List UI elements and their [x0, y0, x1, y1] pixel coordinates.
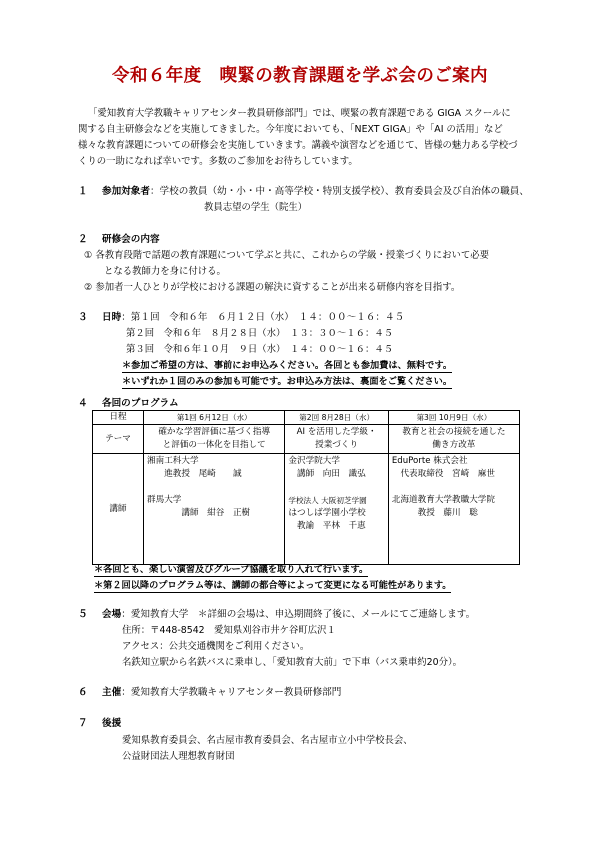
- header-date: 日程: [93, 411, 144, 425]
- schedule-note-1: ＊参加ご希望の方は、事前にお申込みください。各回とも参加費は、無料です。: [122, 360, 453, 371]
- section-number: ２: [78, 234, 88, 245]
- item-text: 参加者一人ひとりが学校における課題の解決に資することが出来る研修内容を目指す。: [95, 282, 461, 293]
- item-text: 各教育段階で話題の教育課題について学ぶと共に、これからの学級・授業づくりにおいて必要: [95, 250, 489, 261]
- schedule-row-2: 第２回 令和６年 ８月２８日（水） １３：３０～１６：４５: [126, 328, 394, 339]
- section-7-sponsors: [78, 716, 121, 732]
- venue-address: 住所：〒448-8542 愛知県刈谷市井ケ谷町広沢１: [122, 625, 336, 636]
- section-label: 主催: [102, 687, 122, 698]
- program-note-2: ＊第２回以降のプログラム等は、講師の都合等によって変更になる可能性があります。: [94, 580, 452, 591]
- program-table: [92, 410, 520, 565]
- section-label: 後援: [102, 718, 122, 729]
- section-number: ６: [78, 687, 88, 698]
- header-session-1: 第1回 6月12日（水）: [144, 411, 285, 425]
- section-6-organizer: [78, 685, 341, 701]
- section-number: １: [78, 186, 88, 197]
- item-mark: ②: [84, 282, 93, 293]
- content-item-1: [84, 248, 489, 264]
- theme-label: テーマ: [93, 425, 144, 454]
- lecturer-row: [93, 454, 520, 565]
- section-number: ５: [78, 609, 88, 620]
- theme-session-1: 確かな学習評価に基づく指導 と評価の一体化を目指して: [144, 425, 285, 454]
- lecturer-label: 講師: [93, 454, 144, 565]
- audience-line-1: ：学校の教員（幼・小・中・高等学校・特別支援学校）、教育委員会及び自治体の職員、: [149, 186, 529, 197]
- schedule-note-2: ＊いずれか１回のみの参加も可能です。お申込み方法は、裏面をご覧ください。: [122, 376, 453, 387]
- schedule-row-3: 第３回 令和６年１０月 ９日（水） １４：００～１６：４５: [126, 344, 394, 355]
- content-item-2: [84, 280, 460, 296]
- header-session-2: 第2回 8月28日（水）: [285, 411, 388, 425]
- section-label: 研修会の内容: [102, 234, 160, 245]
- audience-line-2: 教員志望の学生（院生）: [204, 202, 308, 213]
- section-3-schedule: [78, 310, 404, 326]
- program-note-1: ＊各回とも、楽しい演習及びグループ協議を取り入れて行います。: [94, 564, 369, 575]
- item-mark: ①: [84, 250, 93, 261]
- section-label: 会場: [102, 609, 122, 620]
- sponsors-line-1: 愛知県教育委員会、名古屋市教育委員会、名古屋市立小中学校長会、: [122, 735, 413, 746]
- page-title: 令和６年度 喫緊の教育課題を学ぶ会のご案内: [112, 66, 488, 86]
- section-1-audience: [78, 184, 529, 200]
- section-number: ７: [78, 718, 88, 729]
- venue-bus: 名鉄知立駅から名鉄バスに乗車し、「愛知教育大前」で下車（バス乗車約20分）。: [122, 657, 463, 668]
- header-session-3: 第3回 10月9日（水）: [388, 411, 519, 425]
- lecturer-session-1: 湘南工科大学 進教授 尾崎 誠 群馬大学 講師 紺谷 正樹: [144, 454, 285, 565]
- lecturer-session-3: EduPorte 株式会社 代表取締役 宮崎 麻世 北海道教育大学教職大学院 教授 藤川 聡: [388, 454, 519, 565]
- section-label: 参加対象者: [102, 186, 150, 197]
- intro-paragraph: 「愛知教育大学教職キャリアセンター教員研修部門」では、喫緊の教育課題である GIGA スクールに関する自主研修会などを実施してきました。今年度においても、「NEXT GIGA」や「AI の活用」など様々な教育課題についての研修会を実施していきます。講義や演習などを通じて、皆様の魅力ある学校づくりの一助になれば幸いです。多数のご参加をお待ちしています。: [78, 108, 518, 167]
- sponsors-line-2: 公益財団法人理想教育財団: [122, 751, 235, 762]
- table-header-row: [93, 411, 520, 425]
- theme-session-3: 教育と社会の接続を通した 働き方改革: [388, 425, 519, 454]
- section-2-content: [78, 232, 160, 248]
- content-item-1-cont: となる教師力を身に付ける。: [104, 266, 226, 277]
- section-number: ３: [78, 312, 88, 323]
- section-label: 日時: [102, 312, 122, 323]
- venue-line-1: ：愛知教育大学 ＊詳細の会場は、申込期間終了後に、メールにてご連絡します。: [121, 609, 476, 620]
- venue-access: アクセス：公共交通機関をご利用ください。: [122, 641, 310, 652]
- section-5-venue: [78, 607, 475, 623]
- schedule-row-1: ：第１回 令和６年 ６月１２日（水） １４：００～１６：４５: [121, 312, 405, 323]
- section-number: ４: [78, 398, 88, 409]
- lecturer-session-2: 金沢学院大学 講師 向田 識弘 学校法人 大阪初芝学園 はつしば学園小学校 教諭 平林 千恵: [285, 454, 388, 565]
- section-label: 各回のプログラム: [102, 398, 179, 409]
- theme-session-2: AI を活用した学級・ 授業づくり: [285, 425, 388, 454]
- theme-row: [93, 425, 520, 454]
- organizer-text: ：愛知教育大学教職キャリアセンター教員研修部門: [121, 687, 342, 698]
